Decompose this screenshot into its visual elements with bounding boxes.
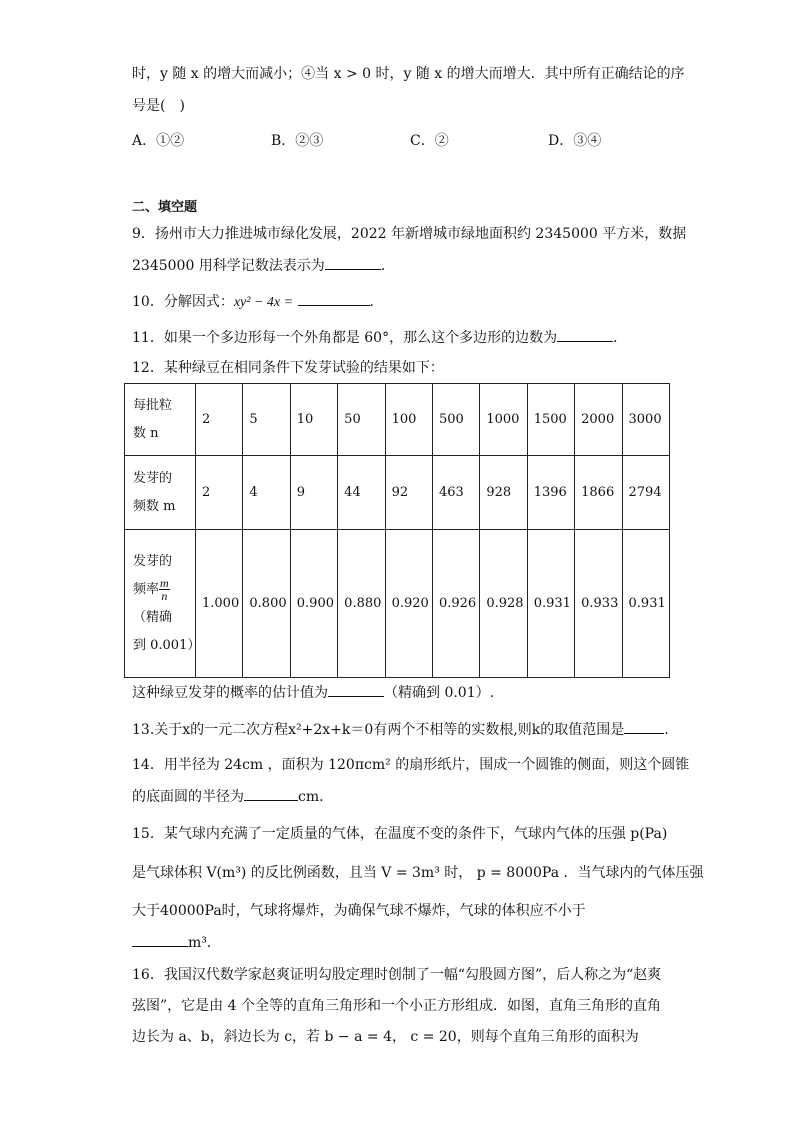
q12-followup-text: 这种绿豆发芽的概率的估计值为 [132,685,328,701]
row-label-line: 数 n [133,425,159,441]
q8-option-b: B．②③ [271,133,324,149]
table-cell: 1396 [527,456,574,530]
section-title: 二、填空题 [132,200,198,215]
q14-answer-blank [244,786,298,801]
table-cell: 2 [196,456,243,530]
row-label-line: 发芽的 [133,470,173,486]
table-cell: 1.000 [196,530,243,678]
table-cell: 100 [385,384,432,456]
table-cell: 44 [338,456,385,530]
table-cell: 928 [480,456,527,530]
q13-answer-blank [624,719,664,734]
q10-suffix: ． [369,294,384,310]
q15-answer-blank [132,932,188,947]
table-cell: 463 [432,456,479,530]
fraction-m-over-n [159,577,170,602]
table-cell: 5 [243,384,290,456]
row-label-line: 发芽的 [133,553,173,569]
q16-line3: 边长为 a、b，斜边长为 c，若 b − a = 4， c = 20，则每个直角三角形的面积为 [132,1029,639,1045]
row-label-line: （精确 [133,609,173,625]
q10-expression: xy² − 4x = [233,295,294,310]
q16-line1: 16．我国汉代数学家赵爽证明勾股定理时创制了一幅“勾股圆方图”，后人称之为“赵爽 [132,967,662,983]
table-cell: 50 [338,384,385,456]
table-cell: 0.928 [480,530,527,678]
table-cell: 3000 [622,384,669,456]
table-cell: 2000 [575,384,622,456]
table-cell: 0.931 [527,530,574,678]
table-cell: 0.931 [622,530,669,678]
table-cell: 500 [432,384,479,456]
q14-line2 [132,786,333,807]
table-row-batch-size [125,384,670,456]
q13-line [132,719,669,740]
q15-line4 [132,932,221,953]
row-label-line: 到 0.001） [133,637,201,653]
table-cell: 0.880 [338,530,385,678]
table-cell: 1000 [480,384,527,456]
q13-text: 13.关于x的一元二次方程x²+2x+k＝0有两个不相等的实数根,则k的取值范围是 [132,722,625,738]
q15-line1: 15．某气球内充满了一定质量的气体，在温度不变的条件下，气球内气体的压强 p(Pa) [132,826,668,842]
table-cell: 2794 [622,456,669,530]
q14-line1: 14．用半径为 24cm ，面积为 120πcm² 的扇形纸片，围成一个圆锥的侧面，则这个圆锥 [132,757,690,773]
fraction-numerator: m [160,575,169,590]
table-row-germination-rate [125,530,670,678]
q8-line1: 时，y 随 x 的增大而减小；④当 x > 0 时，y 随 x 的增大而增大．其中所有正确结论的序 [132,66,685,82]
q10-prefix: 10．分解因式： [132,294,234,310]
q9-answer-blank [325,255,381,270]
table-cell: 10 [290,384,337,456]
q9-line1: 9．扬州市大力推进城市绿化发展，2022 年新增城市绿地面积约 2345000 平方米，数据 [132,226,687,242]
q9-line2 [132,255,395,276]
table-cell: 9 [290,456,337,530]
table-cell: 1866 [575,456,622,530]
row-label-line: 每批粒 [133,397,173,413]
row-label-batch-size [125,384,196,456]
q12-title: 12．某种绿豆在相同条件下发芽试验的结果如下： [132,360,444,376]
row-label-germination-count [125,456,196,530]
q11-text: 11．如果一个多边形每一个外角都是 60°，那么这个多边形的边数为 [132,330,558,346]
table-cell: 4 [243,456,290,530]
q11-suffix: ． [613,330,628,346]
q14-line2-text: 的底面圆的半径为 [132,789,244,805]
table-cell: 0.800 [243,530,290,678]
q11-answer-blank [557,327,613,342]
fraction-denominator: n [161,588,168,603]
table-cell: 0.926 [432,530,479,678]
q15-line2: 是气球体积 V(m³) 的反比例函数，且当 V = 3m³ 时， p = 8000Pa ．当气球内的气体压强 [132,865,704,881]
table-cell: 2 [196,384,243,456]
q12-answer-blank [328,682,384,697]
table-cell: 0.933 [575,530,622,678]
row-label-germination-rate [125,530,201,678]
q15-line4-end: m³． [188,935,221,951]
table-row-germination-count [125,456,670,530]
q13-suffix: . [664,722,669,738]
q10-line [132,291,384,313]
q15-line3: 大于40000Pa时，气球将爆炸，为确保气球不爆炸，气球的体积应不小于 [132,903,586,919]
q9-line2-text: 2345000 用科学记数法表示为 [132,258,325,274]
q16-line2: 弦图”，它是由 4 个全等的直角三角形和一个小正方形组成．如图，直角三角形的直角 [132,998,661,1014]
q12-followup [132,682,494,703]
q8-option-c: C．② [410,133,449,149]
germination-table [124,383,670,678]
table-cell: 0.900 [290,530,337,678]
row-label-line [133,576,195,604]
table-cell: 0.920 [385,530,432,678]
table-cell: 92 [385,456,432,530]
q14-line2-end: cm． [298,789,334,805]
q12-followup-end: （精确到 0.01）. [384,685,495,701]
q8-option-d: D．③④ [548,133,602,149]
q8-option-a: A．①② [132,133,185,149]
table-cell: 1500 [527,384,574,456]
q10-answer-blank [298,291,370,306]
q8-line2: 号是( ) [132,98,185,114]
rate-label: 频率 [133,581,160,597]
q9-line2-end: ． [380,258,395,274]
row-label-line: 频数 m [133,498,176,514]
q11-line [132,327,627,348]
